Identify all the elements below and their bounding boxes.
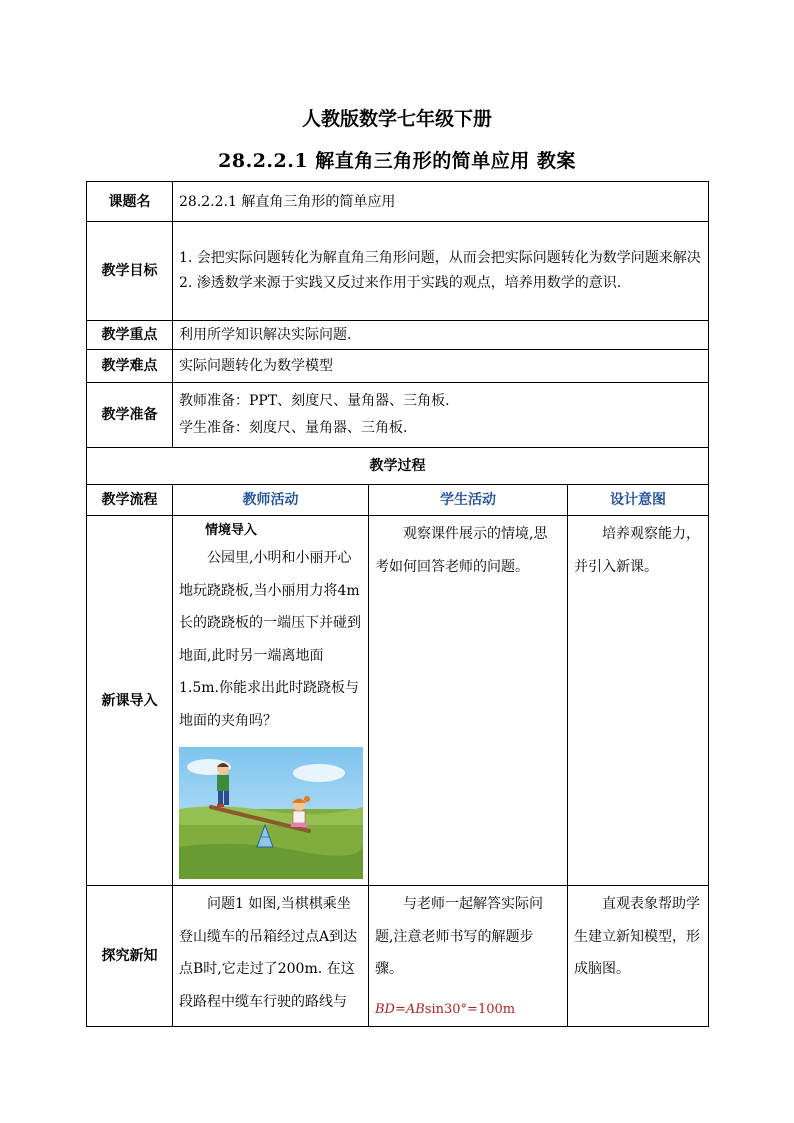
key-point-label: 教学重点 <box>87 321 173 350</box>
process-header: 教学过程 <box>87 448 709 485</box>
row-objectives <box>87 222 709 321</box>
preparation-line-2: 学生准备：刻度尺、量角器、三角板. <box>179 420 408 436</box>
objective-line-1: 1. 会把实际问题转化为解直角三角形问题，从而会把实际问题转化为数学问题来解决 <box>179 250 701 266</box>
difficulty-label: 教学难点 <box>87 350 173 383</box>
intro-student-cell <box>369 516 568 886</box>
row-preparation <box>87 383 709 448</box>
key-point-value: 利用所学知识解决实际问题. <box>173 321 709 350</box>
formula-rest: sin30°=100m <box>424 1001 516 1017</box>
intro-label: 新课导入 <box>87 516 173 886</box>
row-explore <box>87 886 709 1027</box>
seesaw-scene-illustration <box>179 747 363 879</box>
formula-variable: BD=AB <box>375 1001 425 1017</box>
explore-student-text: 与老师一起解答实际问题,注意老师书写的解题步骤。 <box>375 896 543 977</box>
intro-intent-cell <box>568 516 709 886</box>
explore-student-cell <box>369 886 568 1027</box>
preparation-line-1: 教师准备：PPT、刻度尺、量角器、三角板. <box>179 393 450 409</box>
design-intent-header: 设计意图 <box>568 485 709 516</box>
row-flow-headers <box>87 485 709 516</box>
cloud <box>293 764 345 782</box>
document-title: 人教版数学七年级下册 <box>301 108 492 130</box>
girl-dress <box>293 811 305 823</box>
intro-teacher-cell <box>173 516 369 886</box>
document-subtitle: 28.2.2.1 解直角三角形的简单应用 教案 <box>218 150 576 172</box>
objectives-value <box>173 222 709 321</box>
preparation-value <box>173 383 709 448</box>
row-topic <box>87 182 709 222</box>
intro-student-text: 观察课件展示的情境,思考如何回答老师的问题。 <box>375 526 548 575</box>
row-process-header <box>87 448 709 485</box>
explore-formula <box>375 994 561 1027</box>
row-difficulty <box>87 350 709 383</box>
row-intro <box>87 516 709 886</box>
intro-teacher-text: 公园里,小明和小丽开心地玩跷跷板,当小丽用力将4m长的跷跷板的一端压下并碰到地面,此时另一端离地面1.5m.你能求出此时跷跷板与地面的夹角吗？ <box>179 550 361 729</box>
objectives-label: 教学目标 <box>87 222 173 321</box>
topic-value: 28.2.2.1 解直角三角形的简单应用 <box>173 182 709 222</box>
difficulty-value: 实际问题转化为数学模型 <box>173 350 709 383</box>
lesson-plan-table <box>86 181 709 1027</box>
explore-intent-cell <box>568 886 709 1027</box>
teacher-activity-header: 教师活动 <box>173 485 369 516</box>
explore-intent-text: 直观表象帮助学生建立新知模型，形成脑图。 <box>574 896 700 977</box>
explore-teacher-cell <box>173 886 369 1027</box>
explore-teacher-text: 问题1 如图,当棋棋乘坐登山缆车的吊箱经过点A到达点B时,它走过了200m. 在这段路程中缆车行驶的路线与 <box>179 896 358 1010</box>
topic-label: 课题名 <box>87 182 173 222</box>
scenario-intro-title: 情境导入 <box>205 523 258 538</box>
row-key-point <box>87 321 709 350</box>
preparation-label: 教学准备 <box>87 383 173 448</box>
objective-line-2: 2. 渗透数学来源于实践又反过来作用于实践的观点，培养用数学的意识. <box>179 275 622 291</box>
intro-intent-text: 培养观察能力，并引入新课。 <box>574 526 700 575</box>
boy-shirt <box>217 775 229 791</box>
explore-label: 探究新知 <box>87 886 173 1027</box>
student-activity-header: 学生活动 <box>369 485 568 516</box>
flow-header: 教学流程 <box>87 485 173 516</box>
